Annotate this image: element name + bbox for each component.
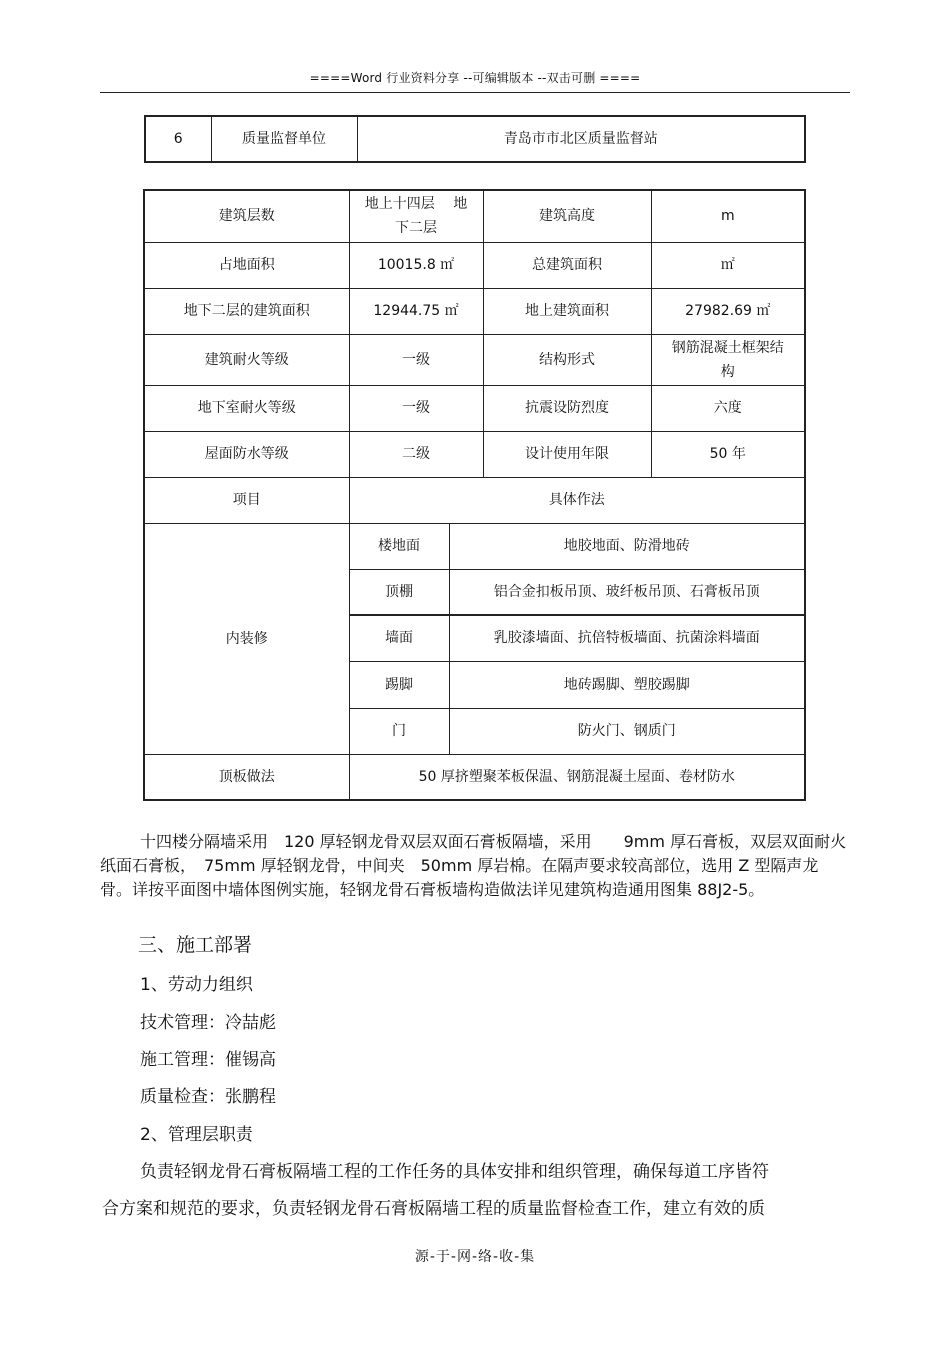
cell-roof-waterproof-label: 屋面防水等级 [144,431,349,477]
body-line: 负责轻钢龙骨石膏板隔墙工程的工作任务的具体安排和组织管理，确保每道工序皆符 [140,1162,769,1182]
page-footer: 源-于-网-络-收-集 [414,1249,536,1265]
cell-underground-area-label: 地下二层的建筑面积 [144,288,349,334]
cell-interior-method: 乳胶漆墙面、抗倍特板墙面、抗菌涂料墙面 [449,615,805,661]
subheading: 2、管理层职责 [140,1125,253,1145]
table-row [144,523,805,569]
cell-interior-item: 楼地面 [349,523,449,569]
cell-text: 地上十四层 地 [364,196,468,213]
cell-floors-value [349,190,483,242]
cell-text: 构 [720,363,735,380]
subheading: 1、劳动力组织 [140,975,253,995]
table-row [144,754,805,800]
cell-height-label: 建筑高度 [483,190,651,242]
cell-service-life-label: 设计使用年限 [483,431,651,477]
staff-line: 施工管理：催锡高 [140,1050,276,1070]
cell-basement-fire-value: 一级 [349,385,483,431]
section-heading: 三、施工部署 [138,934,253,956]
cell-service-life-value: 50 年 [651,431,805,477]
staff-line: 质量检查：张鹏程 [140,1087,276,1107]
cell-method-header: 具体作法 [349,477,805,523]
cell-roof-method-label: 顶板做法 [144,754,349,800]
cell-floors-label: 建筑层数 [144,190,349,242]
cell-interior-label: 内装修 [144,523,349,754]
table-row [144,288,805,334]
cell-underground-area-value: 12944.75 ㎡ [349,288,483,334]
table-row [144,385,805,431]
body-line: 合方案和规范的要求，负责轻钢龙骨石膏板隔墙工程的质量监督检查工作，建立有效的质 [102,1199,765,1219]
cell-interior-item: 墙面 [349,615,449,661]
page-header: ====Word 行业资料分享 --可编辑版本 --双击可删 ==== [100,70,850,93]
cell-roof-method-value: 50 厚挤塑聚苯板保温、钢筋混凝土屋面、卷材防水 [349,754,805,800]
cell-text: 下二层 [395,220,437,237]
cell-fire-rating-label: 建筑耐火等级 [144,334,349,385]
cell-roof-waterproof-value: 二级 [349,431,483,477]
cell-total-area-label: 总建筑面积 [483,242,651,288]
table-row [144,242,805,288]
cell-interior-method: 铝合金扣板吊顶、玻纤板吊顶、石膏板吊顶 [449,569,805,615]
cell-land-area-label: 占地面积 [144,242,349,288]
cell-interior-method: 地胶地面、防滑地砖 [449,523,805,569]
body-paragraph: 十四楼分隔墙采用 120 厚轻钢龙骨双层双面石膏板隔墙，采用 9mm 厚石膏板，双层双面耐火纸面石膏板， 75mm 厚轻钢龙骨，中间夹 50mm 厚岩棉。在隔声要求较高部位，选用 Z 型隔声龙骨。详按平面图中墙体图例实施，轻钢龙骨石膏板墙构造做法详见建筑构造通用图集 88J2-5。 [100,832,847,899]
row-value: 青岛市市北区质量监督站 [357,116,805,162]
cell-land-area-value: 10015.8 ㎡ [349,242,483,288]
staff-line: 技术管理：冷喆彪 [140,1013,276,1033]
cell-aboveground-area-value: 27982.69 ㎡ [651,288,805,334]
supervision-table [144,115,806,163]
cell-text: 钢筋混凝土框架结 [671,339,784,356]
table-row [144,477,805,523]
table-row [144,431,805,477]
cell-seismic-value: 六度 [651,385,805,431]
cell-item-header: 项目 [144,477,349,523]
cell-total-area-value: ㎡ [651,242,805,288]
cell-fire-rating-value: 一级 [349,334,483,385]
cell-interior-item: 顶棚 [349,569,449,615]
table-row [145,116,805,162]
cell-structure-label: 结构形式 [483,334,651,385]
building-info-table [143,189,806,801]
cell-interior-method: 防火门、钢质门 [449,708,805,754]
cell-interior-item: 踢脚 [349,661,449,708]
cell-interior-item: 门 [349,708,449,754]
cell-structure-value [651,334,805,385]
table-row [144,334,805,385]
cell-interior-method: 地砖踢脚、塑胶踢脚 [449,661,805,708]
cell-seismic-label: 抗震设防烈度 [483,385,651,431]
cell-height-value: m [651,190,805,242]
cell-aboveground-area-label: 地上建筑面积 [483,288,651,334]
row-number: 6 [145,116,211,162]
row-label: 质量监督单位 [211,116,357,162]
table-row [144,190,805,242]
cell-basement-fire-label: 地下室耐火等级 [144,385,349,431]
